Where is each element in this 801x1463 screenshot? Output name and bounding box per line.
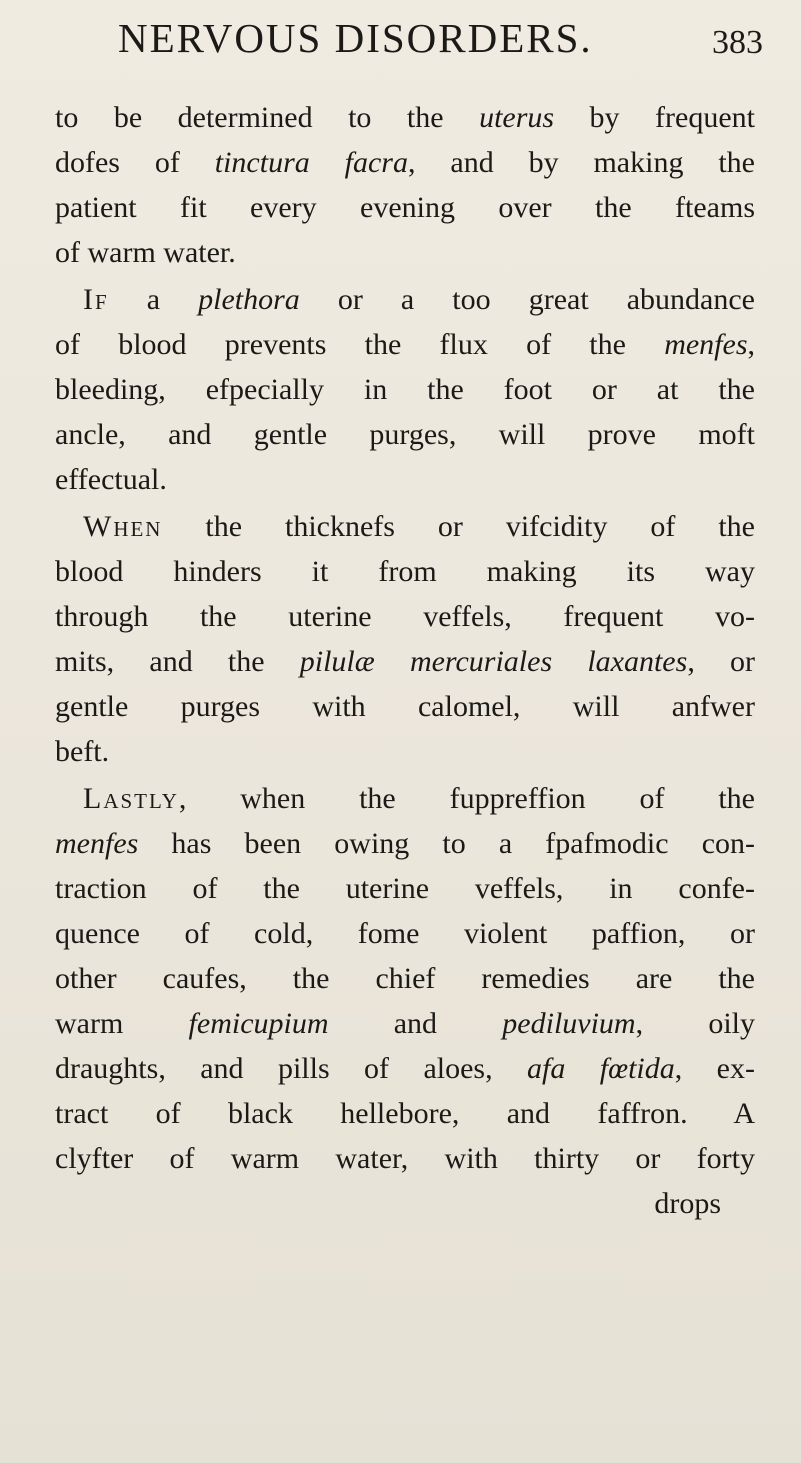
text-line: bleeding, efpecially in the foot or at the xyxy=(55,373,755,406)
paragraph-start-line: When the thicknefs or vifcidity of the xyxy=(83,510,755,543)
text-line: mits, and the pilulæ mercuriales laxantes, or xyxy=(55,645,755,678)
catchword-line: drops xyxy=(654,1187,721,1220)
text-line: other caufes, the chief remedies are the xyxy=(55,962,755,995)
text-line: dofes of tinctura facra, and by making the xyxy=(55,146,755,179)
text-line: through the uterine veffels, frequent vo- xyxy=(55,600,755,633)
text-line: menfes has been owing to a fpafmodic con- xyxy=(55,827,755,860)
text-line: tract of black hellebore, and faffron. A xyxy=(55,1097,755,1130)
page-header xyxy=(0,10,801,70)
body-text xyxy=(55,95,755,1226)
paragraph-start-line: Lastly, when the fuppreffion of the xyxy=(83,782,755,815)
text-line: of blood prevents the flux of the menfes, xyxy=(55,328,755,361)
text-line: draughts, and pills of aloes, afa fœtida, ex- xyxy=(55,1052,755,1085)
page-number: 383 xyxy=(712,24,763,61)
text-line: clyfter of warm water, with thirty or forty xyxy=(55,1142,755,1175)
text-line: of warm water. xyxy=(55,236,236,269)
paragraph-start-line: If a plethora or a too great abundance xyxy=(83,283,755,316)
text-line: traction of the uterine veffels, in confe- xyxy=(55,872,755,905)
text-line: beft. xyxy=(55,735,110,768)
text-line: quence of cold, fome violent paffion, or xyxy=(55,917,755,950)
text-line: gentle purges with calomel, will anfwer xyxy=(55,690,755,723)
text-line: blood hinders it from making its way xyxy=(55,555,755,588)
text-line: ancle, and gentle purges, will prove moft xyxy=(55,418,755,451)
text-line: to be determined to the uterus by frequent xyxy=(55,101,755,134)
text-line: patient fit every evening over the fteams xyxy=(55,191,755,224)
text-line: warm femicupium and pediluvium, oily xyxy=(55,1007,756,1040)
text-line: effectual. xyxy=(55,463,167,496)
running-head: NERVOUS DISORDERS. xyxy=(118,15,593,61)
